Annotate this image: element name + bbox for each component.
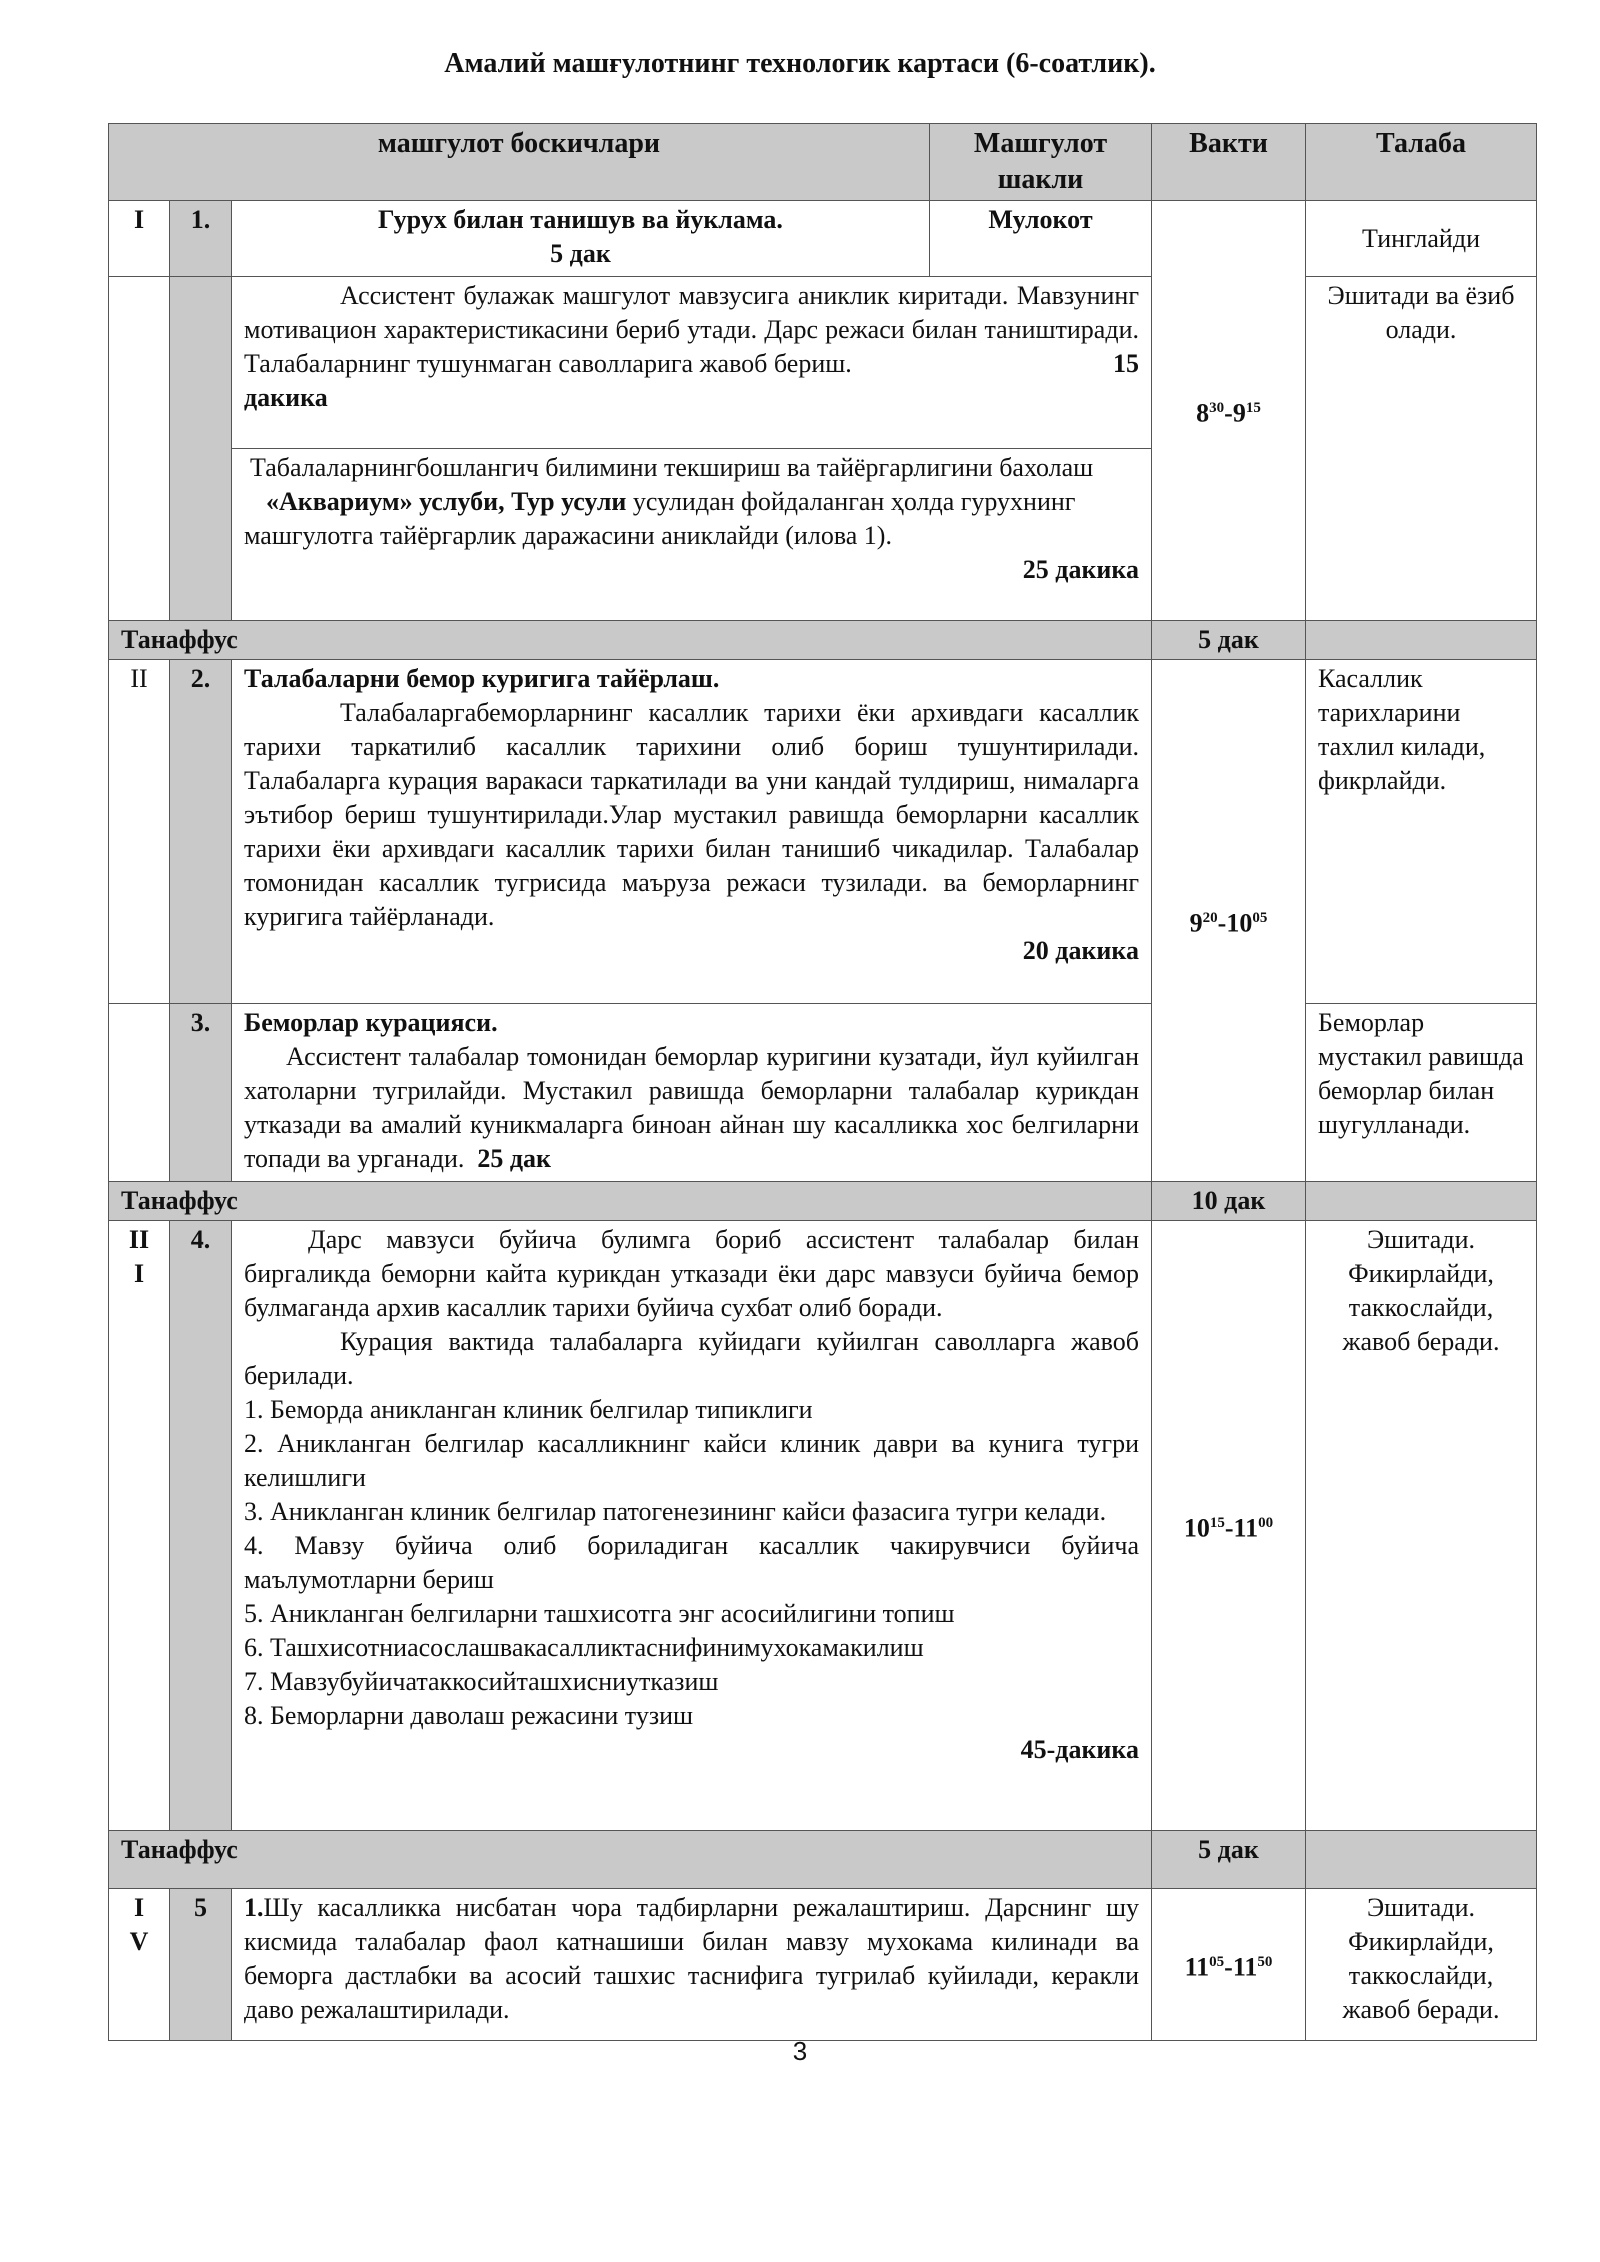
stage-description: Талабаларни бемор куригига тайёрлаш. Талабаларгабеморларнинг касаллик тарихи ёки архивдаги касаллик тарихи таркатилиб касаллик тарихини олиб бориш тушунтирилади. Талабаларга курация варакаси таркатилади ва уни кандай тулдириш, нималарга эътибор бериш тушунтирилади.Улар мустакил равишда беморларни касаллик тарихи ёки архивдаги касаллик тарихи билан танишиб чикадилар. Талабалар томонидан касаллик тугрисида маъруза режаси тузилади. ва беморларнинг куригига тайёрланади. 20 дакика [232, 660, 1152, 1004]
table-row-stage-3 [109, 1004, 1537, 1182]
break-duration: 5 дак [1152, 621, 1306, 660]
header-student: Талаба [1306, 124, 1537, 201]
stage-number: I V [109, 1889, 170, 2041]
break-label: Танаффус [109, 1831, 1152, 1889]
sub-number: 1. [170, 201, 232, 277]
table-row-stage-1 [109, 201, 1537, 277]
student-activity: Беморлар мустакил равишда беморлар билан шугулланади. [1306, 1004, 1537, 1182]
student-activity: Эшитади ва ёзиб олади. [1306, 277, 1537, 621]
table-header-row [109, 124, 1537, 201]
sub-number: 3. [170, 1004, 232, 1182]
header-form: Машгулот шакли [930, 124, 1152, 201]
question-item: 8. Беморларни даволаш режасини тузиш [244, 1701, 694, 1730]
document-title: Амалий машғулотнинг технологик картаси (6-соатлик). [444, 48, 1156, 79]
stage-title: Гурух билан танишув ва йуклама. 5 дак [232, 201, 930, 277]
question-item: 1. Беморда аникланган клиник белгилар типиклиги [244, 1395, 813, 1424]
student-activity: Касаллик тарихларини тахлил килади, фикрлайди. [1306, 660, 1537, 1004]
technology-card-table [108, 123, 1537, 2041]
question-item: 3. Аникланган клиник белгилар патогенезининг кайси фазасига тугри келади. [244, 1497, 1107, 1526]
student-activity: Тинглайди [1306, 201, 1537, 277]
time-cell: $10^{15}-11^{00}$ [1152, 1221, 1306, 1831]
time-cell: $9^{20}-10^{05}$ [1152, 660, 1306, 1182]
question-item: 5. Аникланган белгиларни ташхисотга энг асосийлигини топиш [244, 1599, 955, 1628]
table-row-stage-2 [109, 660, 1537, 1004]
stage-number: I [109, 201, 170, 277]
page-number: 3 [792, 2036, 808, 2066]
stage-number: II [109, 660, 170, 1004]
stage-description: Ассистент булажак машгулот мавзусига аниклик киритади. Мавзунинг мотивацион характеристикасини бериб утади. Дарс режаси билан таништиради. Талабаларнинг тушунмаган саволларига жавоб бериш. 15 дакика [232, 277, 1152, 449]
question-item: 4. Мавзу буйича олиб бориладиган касаллик чакирувчиси буйича маълумотларни бериш [244, 1531, 1139, 1594]
break-row [109, 1831, 1537, 1889]
break-label: Танаффус [109, 1182, 1152, 1221]
stage-description: Табалаларнингбошлангич билимини текшириш ва тайёргарлигини бахолаш «Аквариум» услуби, Тур усули усулидан фойдаланган ҳолда гурухнинг машгулотга тайёргарлик даражасини аниклайди (илова 1). 25 дакика [232, 449, 1152, 621]
break-label: Танаффус [109, 621, 1152, 660]
break-row [109, 621, 1537, 660]
stage-description: Беморлар курацияси. Ассистент талабалар томонидан беморлар куригини кузатади, йул куйилган хатоларни тугрилайди. Мустакил равишда беморларни талабалар курикдан утказади ва амалий куникмаларга биноан айнан шу касалликка хос белгиларни топади ва урганади. 25 дак [232, 1004, 1152, 1182]
stage-description: 1.Шу касалликка нисбатан чора тадбирларни режалаштириш. Дарснинг шу кисмида талабалар фаол катнашиши билан мавзу мухокама килинади ва беморга дастлабки ва асосий ташхис таснифига тугрилаб куйилади, керакли даво режалаштирилади. [232, 1889, 1152, 2041]
lesson-form: Мулокот [930, 201, 1152, 277]
break-duration: 5 дак [1152, 1831, 1306, 1889]
stage-number: II I [109, 1221, 170, 1831]
sub-number: 4. [170, 1221, 232, 1831]
break-row [109, 1182, 1537, 1221]
student-activity: Эшитади. Фикирлайди, таккослайди, жавоб беради. [1306, 1889, 1537, 2041]
table-row-stage-5 [109, 1889, 1537, 2041]
header-time: Вакти [1152, 124, 1306, 201]
question-item: 6. Ташхисотниасослашвакасалликтаснифинимухокамакилиш [244, 1633, 924, 1662]
time-cell: $11^{05}-11^{50}$ [1152, 1889, 1306, 2041]
question-item: 2. Аникланган белгилар касалликнинг кайси клиник даври ва кунига тугри келишлиги [244, 1429, 1139, 1492]
stage-description: Дарс мавзуси буйича булимга бориб ассистент талабалар билан биргаликда беморни кайта курикдан утказади ёки дарс мавзуси буйича бемор булмаганда архив касаллик тарихи буйича сухбат олиб боради. Курация вактида талабаларга куйидаги куйилган саволларга жавоб берилади. 1. Беморда аникланган клиник белгилар типиклиги 2. Аникланган белгилар касалликнинг кайси клиник даври ва кунига тугри келишлиги 3. Аникланган клиник белгилар патогенезининг кайси фазасига тугри келади. 4. Мавзу буйича олиб бориладиган касаллик чакирувчиси буйича маълумотларни бериш 5. Аникланган белгиларни ташхисотга энг асосийлигини топиш 6. Ташхисотниасослашвакасалликтаснифинимухокамакилиш 7. Мавзубуйичатаккосийташхисниутказиш 8. Беморларни даволаш режасини тузиш 45-дакика [232, 1221, 1152, 1831]
time-cell: $8^{30}-9^{15}$ [1152, 201, 1306, 621]
question-item: 7. Мавзубуйичатаккосийташхисниутказиш [244, 1667, 719, 1696]
header-stages: машгулот боскичлари [109, 124, 930, 201]
break-duration: 10 дак [1152, 1182, 1306, 1221]
student-activity: Эшитади. Фикирлайди, таккослайди, жавоб беради. [1306, 1221, 1537, 1831]
table-row-stage-1b [109, 277, 1537, 449]
sub-number: 5 [170, 1889, 232, 2041]
table-row-stage-4 [109, 1221, 1537, 1831]
sub-number: 2. [170, 660, 232, 1004]
